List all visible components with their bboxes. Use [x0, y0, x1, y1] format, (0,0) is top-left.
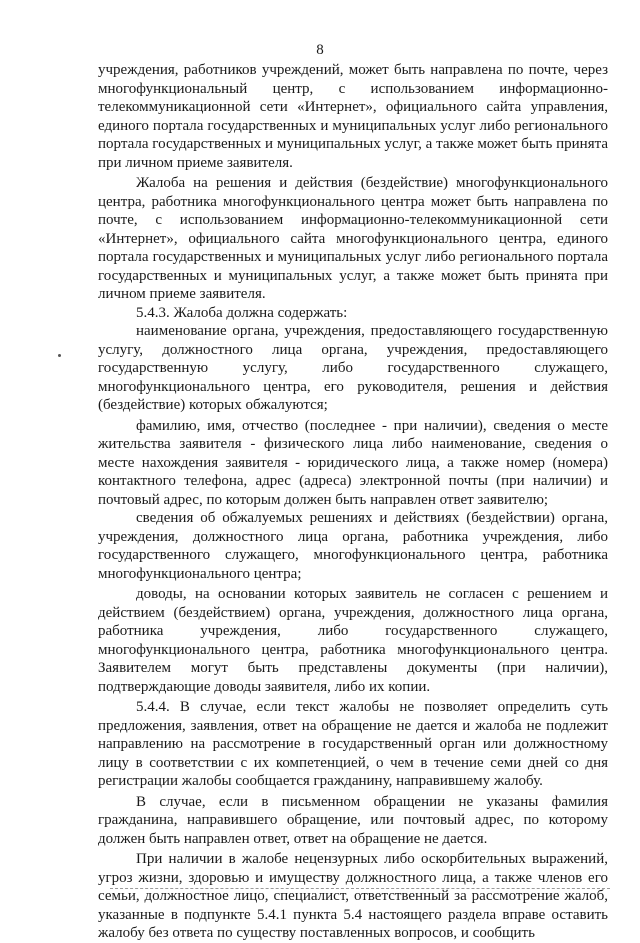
paragraph-item-arguments: доводы, на основании которых заявитель не согласен с решением и действием (бездействием) органа, учреждения, должностного лица органа, работника учреждения, либо государственного служащего, многофункционального центра, работника многофункционального центра. Заявителем могут быть представлены документы (при наличии), подтверждающие доводы заявителя, либо их копии. [98, 586, 608, 695]
paragraph-no-address: В случае, если в письменном обращении не указаны фамилия гражданина, направившего обращение, или почтовый адрес, по которому должен быть направлен ответ, ответ на обращение не дается. [98, 793, 608, 847]
paragraph-5-4-4: 5.4.4. В случае, если текст жалобы не позволяет определить суть предложения, заявления, ответ на обращение не дается и жалоба не подлежит направлению на рассмотрение в государственный орган или должностному лицу в соответствии с их компетенцией, о чем в течение семи дней со дня регистрации жалобы сообщается гражданину, направившему жалобу. [98, 699, 608, 789]
page-number: 8 [316, 42, 324, 58]
paragraph-item-decisions: сведения об обжалуемых решениях и действиях (бездействии) органа, учреждения, должностного лица органа, работника учреждения, либо государственного служащего, многофункционального центра, работника многофункционального центра; [98, 510, 608, 582]
paragraph-mfc-complaint: Жалоба на решения и действия (бездействие) многофункционального центра, работника многофункционального центра может быть направлена по почте, с использованием информационно-телекоммуникационной сети «Интернет», официального сайта многофункционального центра, единого портала государственных и муниципальных услуг либо регионального портала государственных и муниципальных услуг, а также может быть принята при личном приеме заявителя. [98, 175, 608, 302]
scan-mark [58, 354, 61, 357]
paragraph-item-applicant: фамилию, имя, отчество (последнее - при наличии), сведения о месте жительства заявителя - физического лица либо наименование, сведения о месте нахождения заявителя - юридического лица, а также номер (номера) контактного телефона, адрес (адреса) электронной почты (при наличии) и почтовый адрес, по которым должен быть направлен ответ заявителю; [98, 417, 608, 508]
paragraph-continuation: учреждения, работников учреждений, может быть направлена по почте, через многофункциональный центр, с использованием информационно-телекоммуникационной сети «Интернет», официального сайта управления, единого портала государственных и муниципальных услуг либо регионального портала государственных и муниципальных услуг, а также может быть принята при личном приеме заявителя. [98, 62, 608, 171]
paragraph-obscene: При наличии в жалобе нецензурных либо оскорбительных выражений, угроз жизни, здоровью и имуществу должностного лица, а также членов его семьи, должностное лицо, специалист, ответственный за рассмотрение жалоб, указанные в подпункте 5.4.1 пункта 5.4 настоящего раздела вправе оставить жалобу без ответа по существу поставленных вопросов, и сообщить [98, 851, 608, 941]
paragraph-5-4-3: 5.4.3. Жалоба должна содержать: [136, 304, 348, 321]
paragraph-item-name: наименование органа, учреждения, предоставляющего государственную услугу, должностного лица органа, учреждения, предоставляющего государственную услугу, либо государственного служащего, многофункционального центра, его руководителя, решения и действия (бездействие) которых обжалуются; [98, 323, 608, 413]
document-body [98, 61, 608, 943]
footer-divider [110, 888, 610, 889]
